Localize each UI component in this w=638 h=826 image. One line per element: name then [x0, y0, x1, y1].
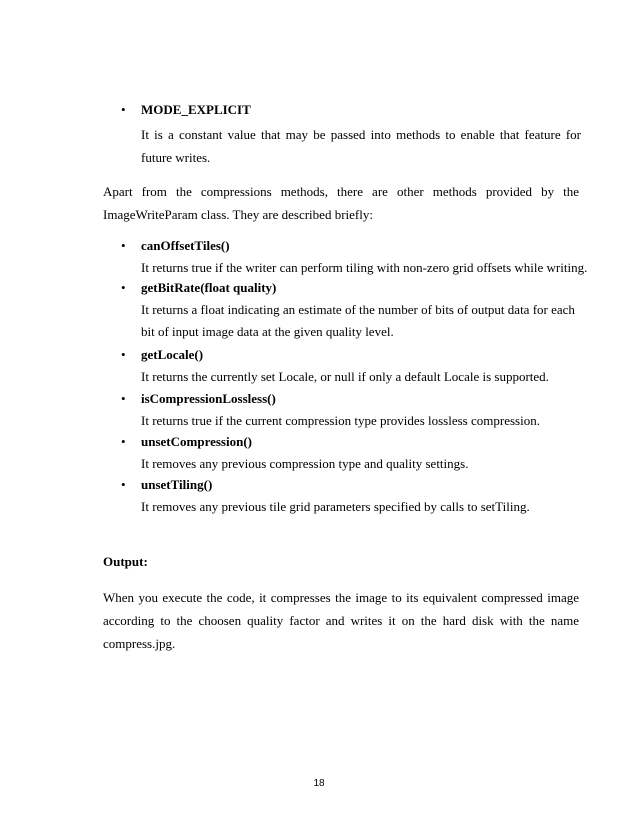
bullet-icon: •: [121, 391, 126, 406]
bullet-icon: •: [121, 280, 126, 295]
list-item-method: [121, 279, 581, 343]
method-name: unsetCompression(): [141, 434, 252, 449]
method-description: It returns true if the current compression type provides lossless compression.: [141, 413, 540, 428]
bullet-icon: •: [121, 238, 126, 253]
method-description: It removes any previous compression type and quality settings.: [141, 456, 469, 471]
method-name: canOffsetTiles(): [141, 238, 230, 253]
bullet-icon: •: [121, 347, 126, 362]
bullet-icon: •: [121, 477, 126, 492]
bullet-icon: •: [121, 102, 126, 117]
list-item-method: [121, 237, 588, 279]
output-paragraph: When you execute the code, it compresses the image to its equivalent compressed image according to the choosen quality factor and writes it on the hard disk with the name compress.jpg.: [103, 590, 579, 651]
method-description: It returns true if the writer can perform tiling with non-zero grid offsets while writing.: [141, 260, 588, 275]
list-item-method: [121, 476, 581, 518]
list-item-method: [121, 346, 581, 388]
method-name: isCompressionLossless(): [141, 391, 276, 406]
section-heading-output: Output:: [103, 554, 148, 569]
constant-name: MODE_EXPLICIT: [141, 102, 251, 117]
list-item-method: [121, 433, 581, 475]
bullet-icon: •: [121, 434, 126, 449]
list-item-method: [121, 390, 581, 432]
method-name: getBitRate(float quality): [141, 280, 277, 295]
method-description: It returns a float indicating an estimate of the number of bits of output data for each bit of input image data at the given quality level.: [141, 302, 575, 339]
method-name: unsetTiling(): [141, 477, 213, 492]
method-name: getLocale(): [141, 347, 204, 362]
method-description: It removes any previous tile grid parameters specified by calls to setTiling.: [141, 499, 530, 514]
intro-paragraph: Apart from the compressions methods, there are other methods provided by the ImageWriteParam class. They are described briefly:: [103, 184, 579, 222]
page-number: 18: [313, 778, 325, 789]
constant-description: It is a constant value that may be passed into methods to enable that feature for future writes.: [141, 127, 581, 165]
list-item-mode-explicit: [121, 101, 581, 165]
method-description: It returns the currently set Locale, or null if only a default Locale is supported.: [141, 369, 549, 384]
